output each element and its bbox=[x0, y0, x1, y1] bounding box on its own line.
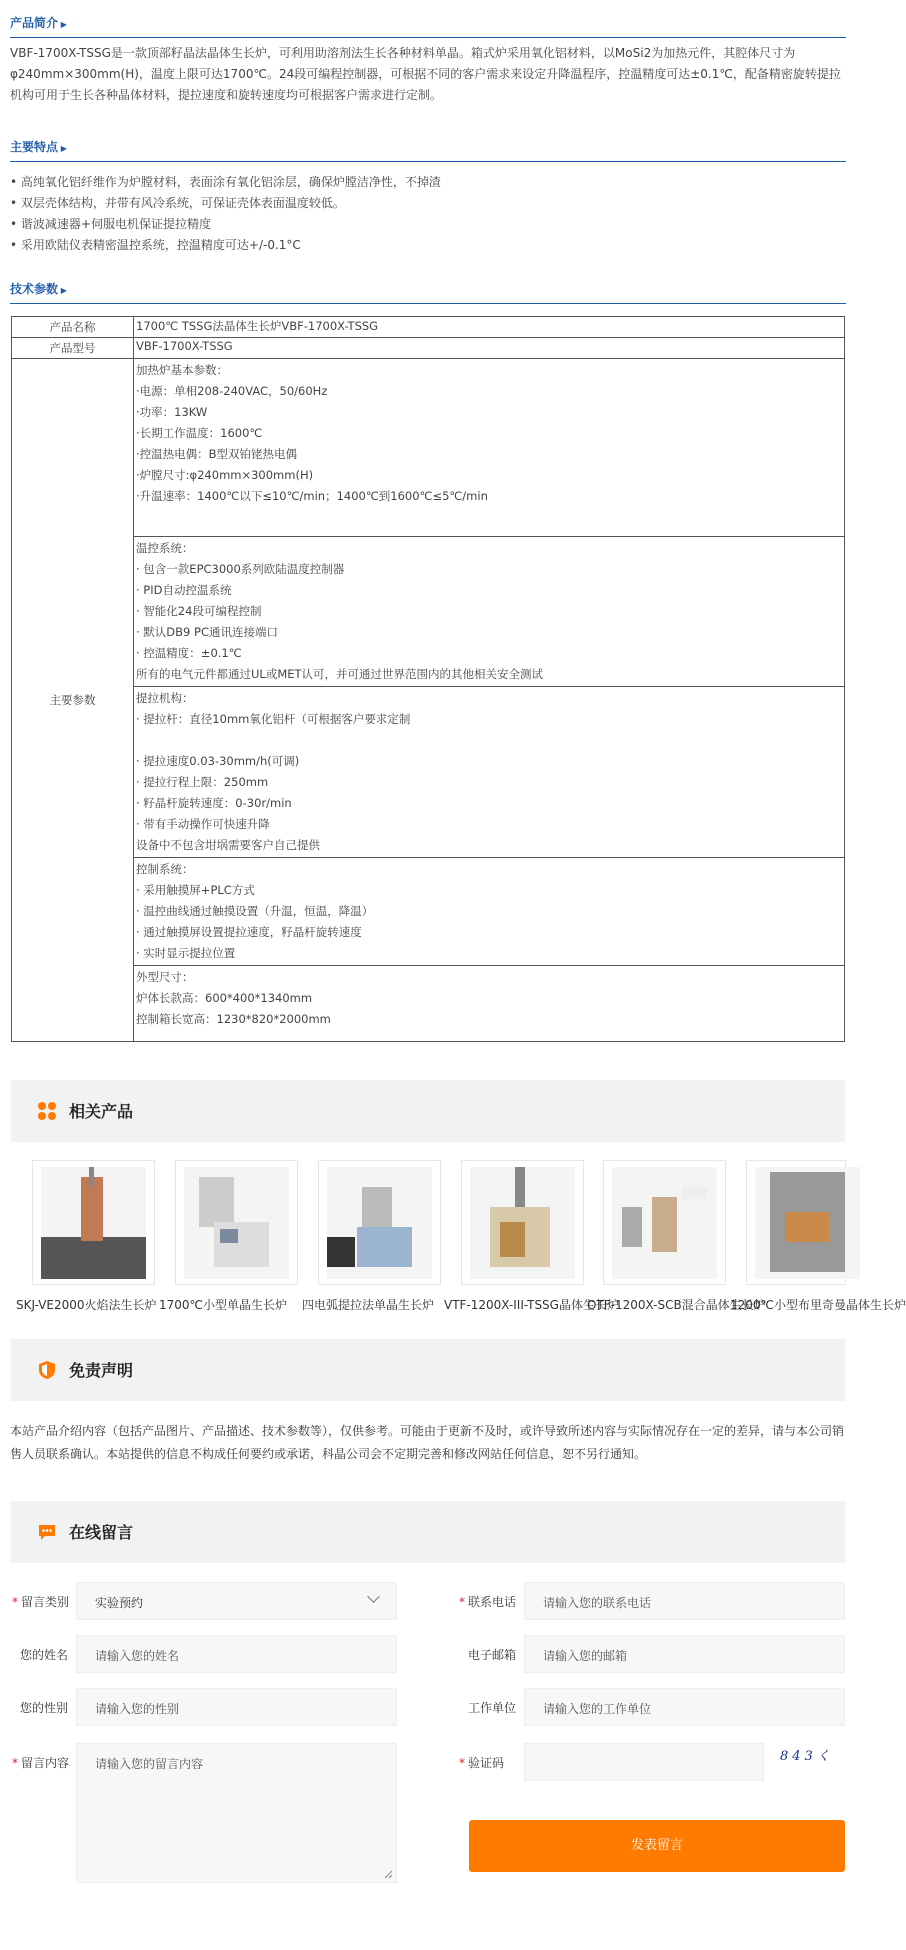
spec-key: 产品名称 bbox=[12, 317, 134, 338]
chevron-down-icon bbox=[367, 1590, 380, 1603]
company-input[interactable]: 请输入您的工作单位 bbox=[524, 1688, 845, 1726]
spec-furnace-cell bbox=[134, 359, 845, 537]
email-input[interactable]: 请输入您的邮箱 bbox=[524, 1635, 845, 1673]
product-card[interactable] bbox=[746, 1160, 846, 1285]
spec-size-cell bbox=[134, 966, 845, 1042]
product-name-link[interactable]: SKJ-VE2000火焰法生长炉 bbox=[16, 1298, 157, 1312]
message-title: 在线留言 bbox=[69, 1523, 134, 1542]
product-image bbox=[184, 1167, 289, 1279]
product-image bbox=[755, 1167, 860, 1279]
product-image bbox=[327, 1167, 432, 1279]
category-label-text: 留言类别 bbox=[21, 1595, 70, 1609]
content-textarea[interactable] bbox=[76, 1743, 397, 1883]
spec-line: · PID自动控温系统 bbox=[136, 583, 232, 597]
product-card[interactable] bbox=[461, 1160, 584, 1285]
table-row bbox=[12, 858, 845, 966]
grid-flower-icon bbox=[37, 1101, 57, 1121]
spec-line: · 控温精度：±0.1℃ bbox=[136, 646, 242, 660]
category-label bbox=[12, 1593, 69, 1610]
product-card[interactable] bbox=[318, 1160, 441, 1285]
product-card[interactable] bbox=[603, 1160, 726, 1285]
spec-line: ·炉膛尺寸:φ240mm×300mm(H) bbox=[136, 468, 314, 482]
spec-key: 主要参数 bbox=[12, 359, 134, 1042]
spec-line: 提拉机构： bbox=[136, 691, 194, 705]
gender-label: 您的性别 bbox=[20, 1701, 69, 1715]
product-image bbox=[612, 1167, 717, 1279]
features-section-header bbox=[10, 136, 846, 162]
product-name-link[interactable]: OTF-1200X-SCB混合晶体生长炉 bbox=[587, 1298, 766, 1312]
disclaimer-text: 本站产品介绍内容（包括产品图片、产品描述、技术参数等），仅供参考。可能由于更新不及时，或许导致所述内容与实际情况存在一定的差异，请与本公司销售人员联系确认。本站提供的信息不构成任何要约或承诺，科晶公司会不定期完善和修改网站任何信息，恕不另行通知。 bbox=[10, 1424, 845, 1461]
features-heading: 主要特点 ▶ bbox=[10, 138, 67, 161]
required-mark: * bbox=[12, 1595, 18, 1609]
spec-line: ·控温热电偶：B型双铂铑热电偶 bbox=[136, 447, 298, 461]
chat-bubble-icon bbox=[37, 1522, 57, 1542]
category-select[interactable] bbox=[76, 1582, 397, 1620]
spec-blank-line bbox=[136, 730, 842, 751]
table-row bbox=[12, 338, 845, 359]
product-name-link[interactable]: 1200℃小型布里奇曼晶体生长炉 bbox=[730, 1298, 906, 1312]
table-row bbox=[12, 317, 845, 338]
spec-line: 所有的电气元件都通过UL或MET认可，并可通过世界范围内的其他相关安全测试 bbox=[136, 667, 544, 681]
specs-heading: 技术参数 ▶ bbox=[10, 280, 67, 303]
spec-line: · 提拉速度0.03-30mm/h(可调) bbox=[136, 754, 300, 768]
captcha-input[interactable] bbox=[524, 1743, 764, 1781]
spec-line: 炉体长款高：600*400*1340mm bbox=[136, 991, 313, 1005]
name-label: 您的姓名 bbox=[20, 1648, 69, 1662]
spec-line: · 提拉行程上限：250mm bbox=[136, 775, 269, 789]
product-image bbox=[41, 1167, 146, 1279]
spec-line: 加热炉基本参数： bbox=[136, 363, 228, 377]
feature-item: • 高纯氧化铝纤维作为炉膛材料，表面涂有氧化铝涂层，确保炉膛洁净性，不掉渣 bbox=[10, 172, 441, 193]
spec-line: ·升温速率：1400℃以下≤10℃/min；1400℃到1600℃≤5℃/min bbox=[136, 489, 488, 503]
required-mark: * bbox=[459, 1756, 465, 1770]
phone-label bbox=[459, 1593, 516, 1610]
related-products-title: 相关产品 bbox=[69, 1102, 134, 1121]
required-mark: * bbox=[12, 1756, 18, 1770]
related-products-header bbox=[11, 1080, 845, 1142]
features-list bbox=[10, 172, 441, 256]
content-placeholder: 请输入您的留言内容 bbox=[95, 1757, 204, 1771]
spec-line: · 默认DB9 PC通讯连接端口 bbox=[136, 625, 278, 639]
content-label bbox=[12, 1754, 69, 1771]
spec-table bbox=[11, 316, 845, 1042]
spec-line: · 实时显示提拉位置 bbox=[136, 946, 236, 960]
spec-line: · 提拉杆：直径10mm氧化铝杆（可根据客户要求定制 bbox=[136, 712, 411, 726]
spec-line: 温控系统： bbox=[136, 541, 194, 555]
spec-line: · 通过触摸屏设置提拉速度，籽晶杆旋转速度 bbox=[136, 925, 362, 939]
spec-line: · 智能化24段可编程控制 bbox=[136, 604, 262, 618]
spec-line: ·电源：单相208-240VAC，50/60Hz bbox=[136, 384, 328, 398]
email-label: 电子邮箱 bbox=[468, 1648, 517, 1662]
intro-section-header bbox=[10, 12, 846, 38]
spec-line: ·长期工作温度：1600℃ bbox=[136, 426, 263, 440]
spec-value: VBF-1700X-TSSG bbox=[134, 338, 845, 359]
table-row bbox=[12, 687, 845, 858]
product-card[interactable] bbox=[175, 1160, 298, 1285]
spec-line: · 温控曲线通过触摸设置（升温，恒温，降温） bbox=[136, 904, 374, 918]
disclaimer-title: 免责声明 bbox=[69, 1361, 134, 1380]
product-name-link[interactable]: 1700℃小型单晶生长炉 bbox=[159, 1298, 288, 1312]
submit-button[interactable]: 发表留言 bbox=[469, 1820, 845, 1872]
disclaimer-header bbox=[11, 1339, 845, 1401]
product-image bbox=[470, 1167, 575, 1279]
spec-line: 外型尺寸： bbox=[136, 970, 194, 984]
content-label-text: 留言内容 bbox=[21, 1756, 70, 1770]
intro-text: VBF-1700X-TSSG是一款顶部籽晶法晶体生长炉，可利用助溶剂法生长各种材料单晶。箱式炉采用氧化铝材料，以MoSi2为加热元件，其腔体尺寸为φ240mm×300mm(H)，温度上限可达1700℃。24段可编程控制器，可根据不同的客户需求来设定升降温程序，控温精度可达±0.1℃，配备精密旋转提拉机构可用于生长各种晶体材料，提拉速度和旋转速度均可根据客户需求进行定制。 bbox=[10, 46, 841, 102]
captcha-label bbox=[459, 1754, 504, 1771]
spec-line: · 籽晶杆旋转速度：0-30r/min bbox=[136, 796, 292, 810]
feature-item: • 双层壳体结构，并带有风冷系统，可保证壳体表面温度较低。 bbox=[10, 193, 441, 214]
table-row bbox=[12, 966, 845, 1042]
feature-item: • 采用欧陆仪表精密温控系统，控温精度可达+/-0.1°C bbox=[10, 235, 441, 256]
resize-handle-icon[interactable] bbox=[384, 1870, 393, 1879]
captcha-label-text: 验证码 bbox=[468, 1756, 505, 1770]
spec-line: 控制系统： bbox=[136, 862, 194, 876]
gender-input[interactable]: 请输入您的性别 bbox=[76, 1688, 397, 1726]
message-header bbox=[11, 1501, 845, 1563]
spec-value: 1700℃ TSSG法晶体生长炉VBF-1700X-TSSG bbox=[134, 317, 845, 338]
phone-label-text: 联系电话 bbox=[468, 1595, 517, 1609]
category-selected-value: 实验预约 bbox=[95, 1596, 144, 1610]
captcha-image[interactable]: 843く bbox=[780, 1749, 834, 1764]
spec-lift-cell bbox=[134, 687, 845, 858]
spec-line: ·功率：13KW bbox=[136, 405, 208, 419]
spec-line: · 包含一款EPC3000系列欧陆温度控制器 bbox=[136, 562, 345, 576]
table-row bbox=[12, 359, 845, 537]
product-name-link[interactable]: VTF-1200X-III-TSSG晶体生长炉 bbox=[444, 1298, 619, 1312]
company-label: 工作单位 bbox=[468, 1701, 517, 1715]
shield-icon bbox=[37, 1360, 57, 1380]
spec-control-cell bbox=[134, 858, 845, 966]
table-row bbox=[12, 537, 845, 687]
required-mark: * bbox=[459, 1595, 465, 1609]
spec-temp-cell bbox=[134, 537, 845, 687]
specs-section-header bbox=[10, 278, 846, 304]
product-card[interactable] bbox=[32, 1160, 155, 1285]
spec-key: 产品型号 bbox=[12, 338, 134, 359]
intro-heading: 产品简介 ▶ bbox=[10, 14, 67, 37]
spec-line: 设备中不包含坩埚需要客户自己提供 bbox=[136, 838, 320, 852]
feature-item: • 谐波减速器+伺服电机保证提拉精度 bbox=[10, 214, 441, 235]
phone-input[interactable]: 请输入您的联系电话 bbox=[524, 1582, 845, 1620]
spec-line: · 带有手动操作可快速升降 bbox=[136, 817, 270, 831]
spec-line: 控制箱长宽高：1230*820*2000mm bbox=[136, 1012, 331, 1026]
spec-line: · 采用触摸屏+PLC方式 bbox=[136, 883, 255, 897]
name-input[interactable]: 请输入您的姓名 bbox=[76, 1635, 397, 1673]
product-name-link[interactable]: 四电弧提拉法单晶生长炉 bbox=[302, 1298, 435, 1312]
